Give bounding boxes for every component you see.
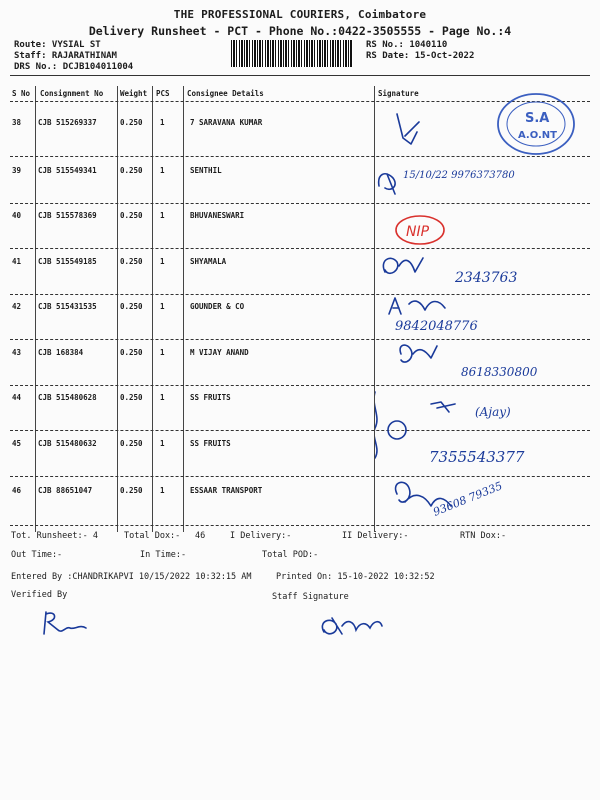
row-sno: 43 (12, 348, 22, 357)
row-weight: 0.250 (120, 439, 143, 448)
row-sno: 40 (12, 211, 22, 220)
handwritten-note-45: 7355543377 (429, 448, 525, 466)
column-divider (35, 86, 36, 532)
row-sno: 39 (12, 166, 22, 175)
verified-by-label: Verified By (11, 590, 68, 600)
signature-mark (375, 392, 377, 458)
in-time-label: In Time:- (140, 550, 187, 560)
verifier-signature (40, 608, 100, 638)
signature-mark (379, 174, 395, 194)
stamp-line2: A.O.NT (518, 130, 557, 141)
row-consignee: SS FRUITS (190, 393, 231, 402)
row-pcs: 1 (160, 439, 165, 448)
col-header-sno: S No (12, 89, 31, 98)
printed-on: Printed On: 15-10-2022 10:32:52 (276, 572, 435, 582)
handwritten-note-42: 9842048776 (395, 319, 478, 334)
row-sno: 45 (12, 439, 22, 448)
column-divider (117, 86, 118, 532)
signature-mark (400, 345, 437, 362)
row-consignee: 7 SARAVANA KUMAR (190, 118, 263, 127)
row-sno: 41 (12, 257, 22, 266)
row-consignee: SHYAMALA (190, 257, 227, 266)
row-sno: 38 (12, 118, 22, 127)
company-title: THE PROFESSIONAL COURIERS, Coimbatore (173, 8, 427, 21)
signature-mark (388, 421, 406, 439)
barcode-image (231, 40, 353, 67)
col-header-pcs: PCS (156, 89, 170, 98)
handwritten-note-41: 2343763 (455, 270, 518, 286)
handwritten-note-39: 15/10/22 9976373780 (403, 170, 515, 181)
row-weight: 0.250 (120, 348, 143, 357)
row-weight: 0.250 (120, 211, 143, 220)
staff-signature-label: Staff Signature (272, 592, 349, 602)
handwritten-note-44: (Ajay) (475, 405, 511, 419)
total-runsheet: Tot. Runsheet:- 4 (11, 531, 98, 541)
row-weight: 0.250 (120, 118, 143, 127)
route-label: Route: VYSIAL ST (14, 40, 101, 50)
row-sno: 42 (12, 302, 22, 311)
i-delivery-label: I Delivery:- (230, 531, 292, 541)
row-consignment: CJB 88651047 (38, 486, 93, 495)
signature-mark (389, 298, 445, 314)
row-weight: 0.250 (120, 257, 143, 266)
total-dox-value: 46 (195, 531, 206, 541)
row-weight: 0.250 (120, 486, 143, 495)
staff-label: Staff: RAJARATHINAM (14, 51, 117, 61)
runsheet-subtitle: Delivery Runsheet - PCT - Phone No.:0422-3505555 - Page No.:4 (88, 24, 512, 38)
row-consignment: CJB 168384 (38, 348, 84, 357)
row-weight: 0.250 (120, 302, 143, 311)
total-pod-label: Total POD:- (262, 550, 319, 560)
ii-delivery-label: II Delivery:- (342, 531, 409, 541)
row-consignment: CJB 515269337 (38, 118, 97, 127)
col-header-consignee: Consignee Details (187, 89, 264, 98)
row-pcs: 1 (160, 302, 165, 311)
row-weight: 0.250 (120, 393, 143, 402)
row-consignee: GOUNDER & CO (190, 302, 245, 311)
row-pcs: 1 (160, 211, 165, 220)
column-divider (152, 86, 153, 532)
total-dox-label: Total Dox:- (124, 531, 181, 541)
row-consignment: CJB 515480632 (38, 439, 97, 448)
col-header-signature: Signature (378, 89, 419, 98)
header-rule (10, 75, 590, 76)
row-consignment: CJB 515549341 (38, 166, 97, 175)
drs-number: DRS No.: DCJB104011004 (14, 62, 134, 72)
row-sno: 44 (12, 393, 22, 402)
row-pcs: 1 (160, 257, 165, 266)
row-weight: 0.250 (120, 166, 143, 175)
row-consignee: SENTHIL (190, 166, 222, 175)
rtn-dox-label: RTN Dox:- (460, 531, 507, 541)
entered-by: Entered By :CHANDRIKAPVI 10/15/2022 10:32:15 AM (11, 572, 252, 582)
row-consignee: BHUVANESWARI (190, 211, 245, 220)
row-pcs: 1 (160, 166, 165, 175)
signature-mark (431, 402, 455, 412)
signature-mark (383, 258, 423, 273)
signature-mark (397, 114, 419, 144)
handwritten-note-43: 8618330800 (461, 365, 538, 379)
row-pcs: 1 (160, 393, 165, 402)
row-consignment: CJB 515480628 (38, 393, 97, 402)
row-consignment: CJB 515578369 (38, 211, 97, 220)
column-divider (183, 86, 184, 532)
row-pcs: 1 (160, 486, 165, 495)
row-pcs: 1 (160, 118, 165, 127)
col-header-weight: Weight (120, 89, 148, 98)
col-header-consignment: Consignment No (40, 89, 104, 98)
row-pcs: 1 (160, 348, 165, 357)
row-consignment: CJB 515549185 (38, 257, 97, 266)
row-consignee: ESSAAR TRANSPORT (190, 486, 263, 495)
row-sno: 46 (12, 486, 22, 495)
handwritten-note-46: 93608 79335 (431, 479, 505, 519)
stamp-line1: S.A (525, 111, 550, 126)
rs-date: RS Date: 15-Oct-2022 (366, 51, 475, 61)
row-consignment: CJB 515431535 (38, 302, 97, 311)
row-consignee: M VIJAY ANAND (190, 348, 249, 357)
signature-column-ink (375, 86, 595, 532)
staff-signature (316, 608, 386, 642)
nip-stamp: NIP (406, 224, 430, 240)
rs-number: RS No.: 1040110 (366, 40, 448, 50)
row-consignee: SS FRUITS (190, 439, 231, 448)
out-time-label: Out Time:- (11, 550, 63, 560)
